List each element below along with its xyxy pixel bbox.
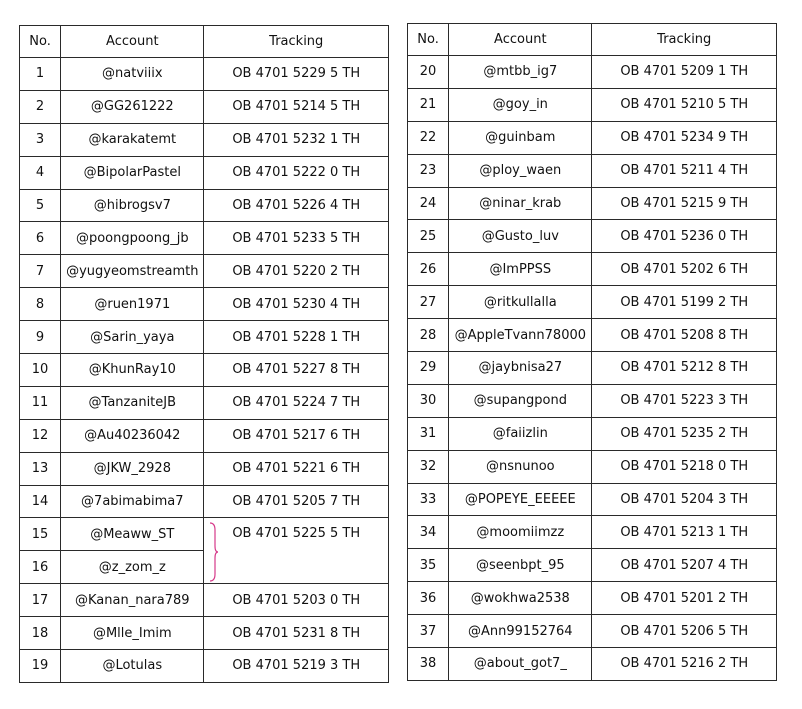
row-number: 25 bbox=[408, 220, 449, 253]
table-row bbox=[20, 617, 389, 650]
account-cell: @Lotulas bbox=[61, 650, 204, 683]
account-cell: @ninar_krab bbox=[449, 187, 592, 220]
table-row bbox=[408, 56, 777, 89]
row-number: 23 bbox=[408, 154, 449, 187]
account-cell: @ImPPSS bbox=[449, 253, 592, 286]
header-row bbox=[408, 24, 777, 56]
tracking-cell: OB 4701 5219 3 TH bbox=[204, 650, 389, 683]
account-cell: @7abimabima7 bbox=[61, 485, 204, 518]
row-number: 9 bbox=[20, 321, 61, 354]
header-tracking: Tracking bbox=[592, 24, 777, 56]
table-row bbox=[408, 384, 777, 417]
account-cell: @karakatemt bbox=[61, 123, 204, 156]
table-row bbox=[20, 518, 389, 551]
row-number: 14 bbox=[20, 485, 61, 518]
row-number: 29 bbox=[408, 352, 449, 385]
tracking-cell: OB 4701 5208 8 TH bbox=[592, 319, 777, 352]
table-row bbox=[20, 189, 389, 222]
table-row bbox=[408, 154, 777, 187]
row-number: 32 bbox=[408, 450, 449, 483]
tracking-cell: OB 4701 5218 0 TH bbox=[592, 450, 777, 483]
row-number: 19 bbox=[20, 650, 61, 683]
tracking-table-right bbox=[407, 23, 777, 681]
table-row bbox=[20, 58, 389, 91]
account-cell: @TanzaniteJB bbox=[61, 386, 204, 419]
tracking-table-left bbox=[19, 25, 389, 683]
tracking-cell: OB 4701 5231 8 TH bbox=[204, 617, 389, 650]
row-number: 7 bbox=[20, 255, 61, 288]
table-row bbox=[408, 220, 777, 253]
account-cell: @Sarin_yaya bbox=[61, 321, 204, 354]
account-cell: @yugyeomstreamth bbox=[61, 255, 204, 288]
account-cell: @wokhwa2538 bbox=[449, 582, 592, 615]
account-cell: @seenbpt_95 bbox=[449, 549, 592, 582]
table-row bbox=[20, 123, 389, 156]
tracking-cell: OB 4701 5230 4 TH bbox=[204, 288, 389, 321]
table-row bbox=[408, 549, 777, 582]
header-account: Account bbox=[61, 26, 204, 58]
tracking-cell: OB 4701 5199 2 TH bbox=[592, 286, 777, 319]
tracking-cell: OB 4701 5233 5 TH bbox=[204, 222, 389, 255]
table-row bbox=[20, 584, 389, 617]
table-row bbox=[408, 187, 777, 220]
tracking-cell: OB 4701 5217 6 TH bbox=[204, 419, 389, 452]
row-number: 31 bbox=[408, 417, 449, 450]
account-cell: @nsnunoo bbox=[449, 450, 592, 483]
account-cell: @hibrogsv7 bbox=[61, 189, 204, 222]
table-row bbox=[408, 88, 777, 121]
tracking-cell: OB 4701 5220 2 TH bbox=[204, 255, 389, 288]
table-row bbox=[20, 288, 389, 321]
row-number: 21 bbox=[408, 88, 449, 121]
account-cell: @goy_in bbox=[449, 88, 592, 121]
row-number: 37 bbox=[408, 615, 449, 648]
tracking-cell: OB 4701 5211 4 TH bbox=[592, 154, 777, 187]
tracking-cell: OB 4701 5201 2 TH bbox=[592, 582, 777, 615]
row-number: 35 bbox=[408, 549, 449, 582]
tracking-cell: OB 4701 5226 4 TH bbox=[204, 189, 389, 222]
row-number: 28 bbox=[408, 319, 449, 352]
row-number: 26 bbox=[408, 253, 449, 286]
table-row bbox=[20, 321, 389, 354]
row-number: 18 bbox=[20, 617, 61, 650]
table-row bbox=[20, 419, 389, 452]
row-number: 36 bbox=[408, 582, 449, 615]
tracking-cell: OB 4701 5224 7 TH bbox=[204, 386, 389, 419]
row-number: 1 bbox=[20, 58, 61, 91]
table-row bbox=[20, 255, 389, 288]
header-tracking: Tracking bbox=[204, 26, 389, 58]
account-cell: @poongpoong_jb bbox=[61, 222, 204, 255]
row-number: 8 bbox=[20, 288, 61, 321]
row-number: 20 bbox=[408, 56, 449, 89]
tracking-cell: OB 4701 5222 0 TH bbox=[204, 156, 389, 189]
account-cell: @KhunRay10 bbox=[61, 354, 204, 387]
tracking-cell: OB 4701 5212 8 TH bbox=[592, 352, 777, 385]
row-number: 24 bbox=[408, 187, 449, 220]
table-row bbox=[20, 485, 389, 518]
account-cell: @Mlle_Imim bbox=[61, 617, 204, 650]
header-row bbox=[20, 26, 389, 58]
tracking-cell: OB 4701 5214 5 TH bbox=[204, 90, 389, 123]
row-number: 10 bbox=[20, 354, 61, 387]
row-number: 5 bbox=[20, 189, 61, 222]
row-number: 15 bbox=[20, 518, 61, 551]
row-number: 30 bbox=[408, 384, 449, 417]
tracking-cell: OB 4701 5207 4 TH bbox=[592, 549, 777, 582]
table-row bbox=[408, 352, 777, 385]
header-no: No. bbox=[20, 26, 61, 58]
account-cell: @jaybnisa27 bbox=[449, 352, 592, 385]
account-cell: @GG261222 bbox=[61, 90, 204, 123]
account-cell: @natviiix bbox=[61, 58, 204, 91]
account-cell: @JKW_2928 bbox=[61, 452, 204, 485]
tracking-cell: OB 4701 5236 0 TH bbox=[592, 220, 777, 253]
tracking-cell: OB 4701 5232 1 TH bbox=[204, 123, 389, 156]
tracking-cell: OB 4701 5205 7 TH bbox=[204, 485, 389, 518]
table-row bbox=[20, 650, 389, 683]
tracking-cell: OB 4701 5210 5 TH bbox=[592, 88, 777, 121]
account-cell: @Au40236042 bbox=[61, 419, 204, 452]
account-cell: @Kanan_nara789 bbox=[61, 584, 204, 617]
tracking-cell: OB 4701 5209 1 TH bbox=[592, 56, 777, 89]
tracking-cell: OB 4701 5223 3 TH bbox=[592, 384, 777, 417]
header-account: Account bbox=[449, 24, 592, 56]
account-cell: @BipolarPastel bbox=[61, 156, 204, 189]
row-number: 11 bbox=[20, 386, 61, 419]
table-row bbox=[20, 386, 389, 419]
account-cell: @guinbam bbox=[449, 121, 592, 154]
tracking-cell: OB 4701 5229 5 TH bbox=[204, 58, 389, 91]
table-row bbox=[408, 483, 777, 516]
tracking-cell: OB 4701 5206 5 TH bbox=[592, 615, 777, 648]
tracking-cell: OB 4701 5216 2 TH bbox=[592, 648, 777, 681]
tracking-cell: OB 4701 5234 9 TH bbox=[592, 121, 777, 154]
tracking-cell: OB 4701 5228 1 TH bbox=[204, 321, 389, 354]
account-cell: @Meaww_ST bbox=[61, 518, 204, 551]
account-cell: @ruen1971 bbox=[61, 288, 204, 321]
tracking-cell: OB 4701 5221 6 TH bbox=[204, 452, 389, 485]
row-number: 33 bbox=[408, 483, 449, 516]
table-row bbox=[408, 253, 777, 286]
table-row bbox=[408, 417, 777, 450]
tracking-cell bbox=[204, 518, 389, 584]
table-row bbox=[408, 582, 777, 615]
table-row bbox=[20, 452, 389, 485]
tracking-cell: OB 4701 5202 6 TH bbox=[592, 253, 777, 286]
table-row bbox=[408, 319, 777, 352]
tracking-cell: OB 4701 5227 8 TH bbox=[204, 354, 389, 387]
tracking-cell: OB 4701 5235 2 TH bbox=[592, 417, 777, 450]
table-row bbox=[20, 354, 389, 387]
account-cell: @z_zom_z bbox=[61, 551, 204, 584]
account-cell: @ploy_waen bbox=[449, 154, 592, 187]
row-number: 38 bbox=[408, 648, 449, 681]
row-number: 3 bbox=[20, 123, 61, 156]
row-number: 6 bbox=[20, 222, 61, 255]
row-number: 27 bbox=[408, 286, 449, 319]
table-row bbox=[20, 222, 389, 255]
table-row bbox=[408, 615, 777, 648]
table-row bbox=[20, 90, 389, 123]
account-cell: @Gusto_luv bbox=[449, 220, 592, 253]
account-cell: @POPEYE_EEEEE bbox=[449, 483, 592, 516]
tracking-cell: OB 4701 5203 0 TH bbox=[204, 584, 389, 617]
account-cell: @faiizlin bbox=[449, 417, 592, 450]
account-cell: @about_got7_ bbox=[449, 648, 592, 681]
table-row bbox=[408, 648, 777, 681]
account-cell: @moomiimzz bbox=[449, 516, 592, 549]
tracking-cell: OB 4701 5213 1 TH bbox=[592, 516, 777, 549]
tracking-number: OB 4701 5225 5 TH bbox=[232, 526, 361, 542]
account-cell: @ritkullalla bbox=[449, 286, 592, 319]
table-row bbox=[408, 286, 777, 319]
row-number: 22 bbox=[408, 121, 449, 154]
tracking-cell: OB 4701 5204 3 TH bbox=[592, 483, 777, 516]
table-row bbox=[408, 121, 777, 154]
row-number: 16 bbox=[20, 551, 61, 584]
row-number: 34 bbox=[408, 516, 449, 549]
account-cell: @mtbb_ig7 bbox=[449, 56, 592, 89]
table-row bbox=[408, 516, 777, 549]
table-row bbox=[408, 450, 777, 483]
row-number: 17 bbox=[20, 584, 61, 617]
row-number: 12 bbox=[20, 419, 61, 452]
account-cell: @AppleTvann78000 bbox=[449, 319, 592, 352]
account-cell: @Ann99152764 bbox=[449, 615, 592, 648]
header-no: No. bbox=[408, 24, 449, 56]
row-number: 13 bbox=[20, 452, 61, 485]
row-number: 4 bbox=[20, 156, 61, 189]
row-number: 2 bbox=[20, 90, 61, 123]
table-row bbox=[20, 156, 389, 189]
account-cell: @supangpond bbox=[449, 384, 592, 417]
tracking-cell: OB 4701 5215 9 TH bbox=[592, 187, 777, 220]
